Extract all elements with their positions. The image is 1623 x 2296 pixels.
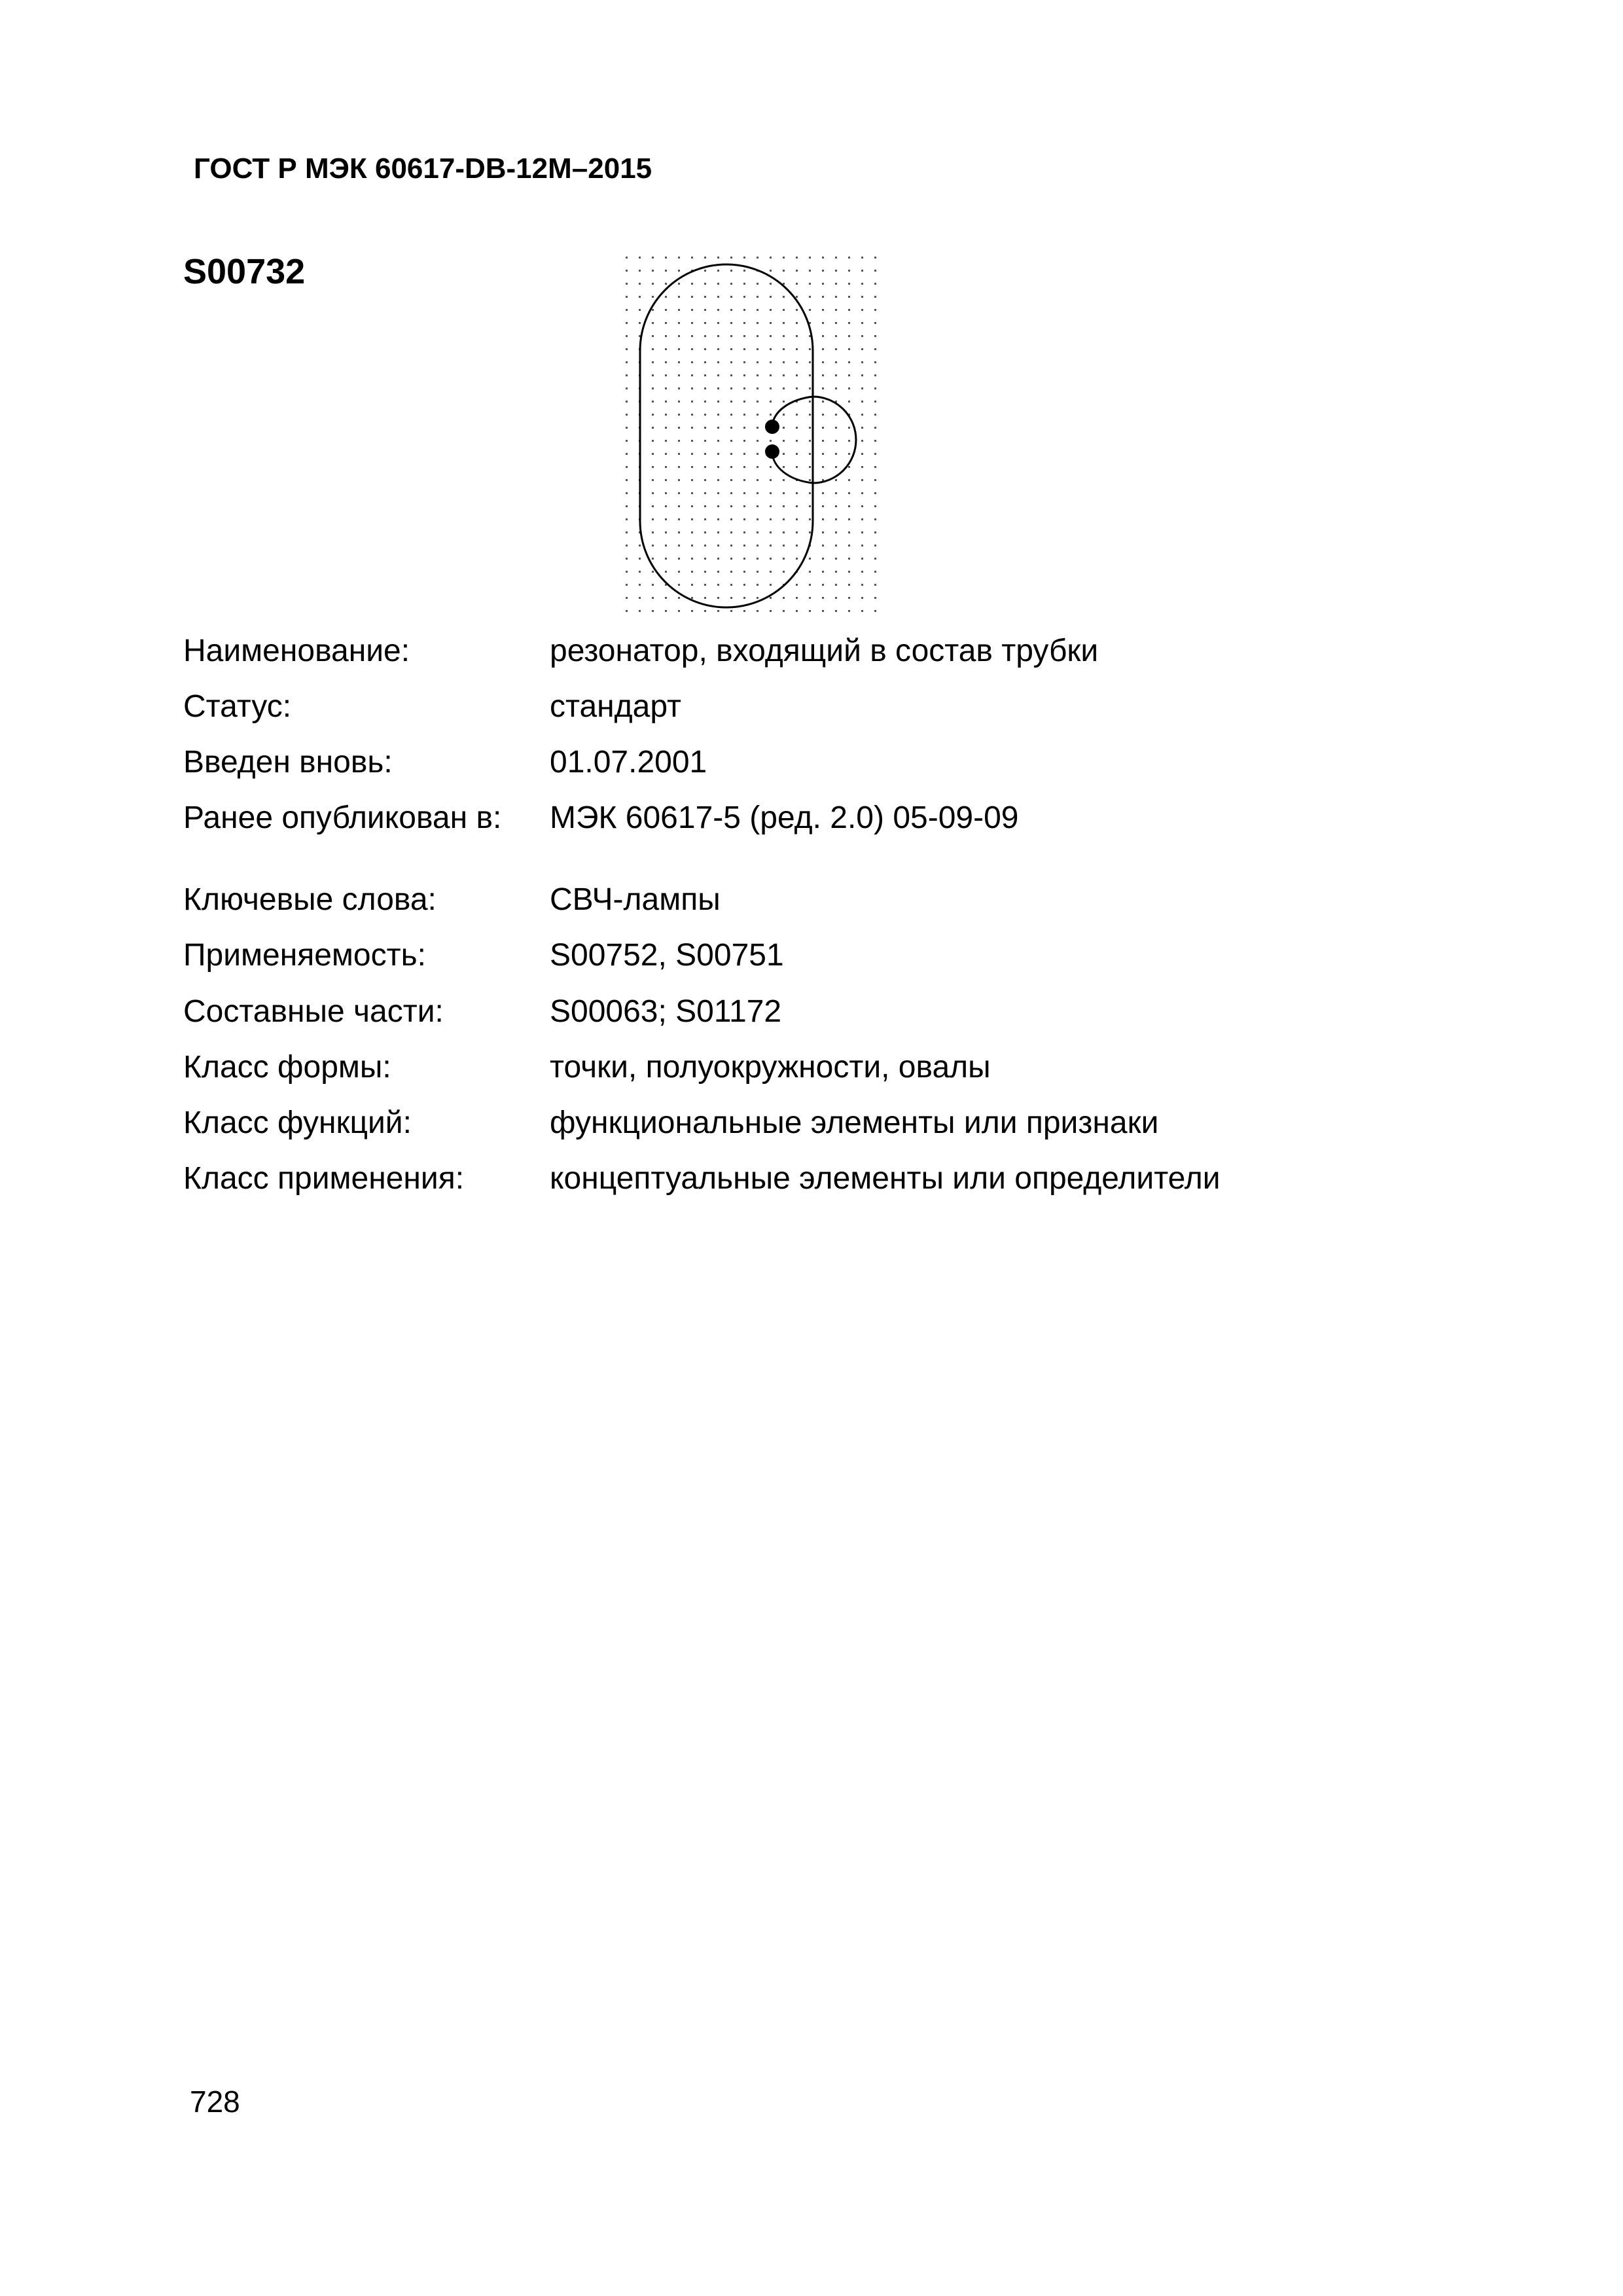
property-label: Ранее опубликован в:	[183, 800, 502, 835]
property-label: Наименование:	[183, 634, 410, 668]
property-value: S00752, S00751	[550, 938, 784, 973]
property-value: функциональные элементы или признаки	[550, 1105, 1159, 1140]
dot-grid	[624, 255, 880, 618]
property-value: точки, полуокружности, овалы	[550, 1050, 991, 1085]
property-value: 01.07.2001	[550, 745, 707, 780]
property-value: стандарт	[550, 689, 681, 724]
property-label: Составные части:	[183, 994, 444, 1029]
property-label: Ключевые слова:	[183, 882, 437, 917]
property-label: Статус:	[183, 689, 292, 724]
symbol-figure	[620, 251, 882, 620]
property-label: Введен вновь:	[183, 745, 393, 780]
resonator-dot-upper	[765, 420, 779, 434]
property-label: Класс формы:	[183, 1050, 391, 1085]
property-value: концептуальные элементы или определители	[550, 1161, 1221, 1196]
page-number: 728	[190, 2085, 240, 2119]
property-value: СВЧ-лампы	[550, 882, 721, 917]
symbol-id: S00732	[183, 252, 306, 291]
document-header: ГОСТ Р МЭК 60617-DB-12M–2015	[194, 152, 652, 185]
property-label: Класс применения:	[183, 1161, 465, 1196]
property-value: S00063; S01172	[550, 994, 782, 1029]
resonator-dot-lower	[765, 444, 779, 459]
property-label: Класс функций:	[183, 1105, 412, 1140]
property-value: резонатор, входящий в состав трубки	[550, 634, 1099, 668]
property-label: Применяемость:	[183, 938, 426, 973]
property-value: МЭК 60617-5 (ред. 2.0) 05-09-09	[550, 800, 1019, 835]
resonator-in-tube-symbol-icon	[620, 251, 882, 620]
